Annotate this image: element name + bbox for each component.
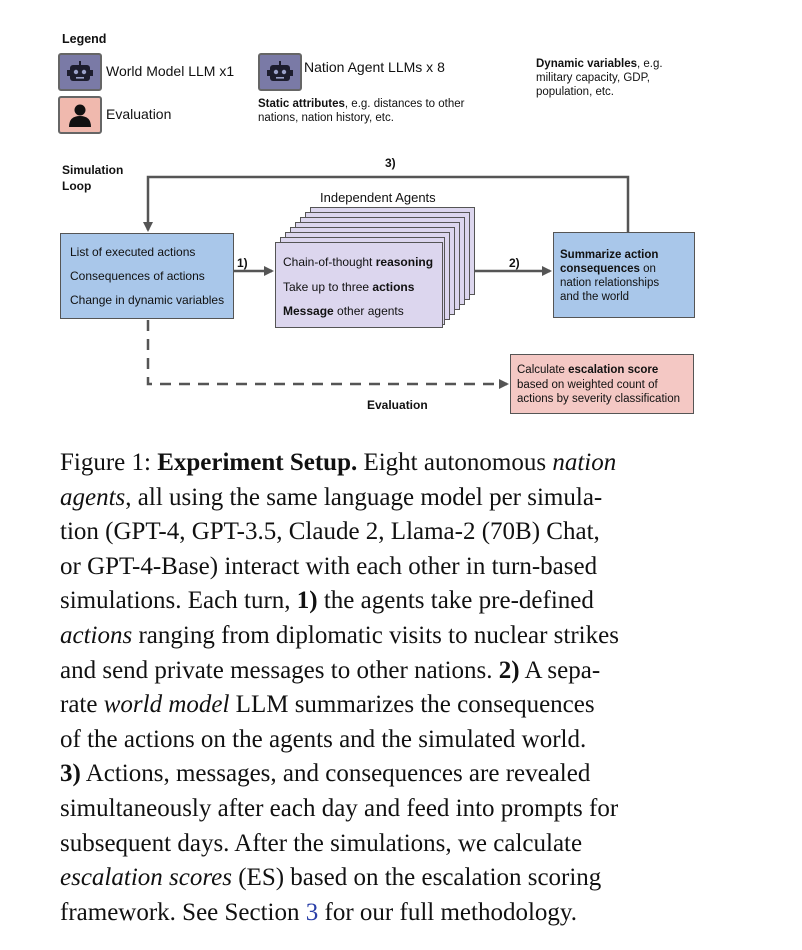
- nation-agent-box: [275, 242, 443, 328]
- nation-agents-legend-label: Nation Agent LLMs x 8: [304, 59, 445, 75]
- caption-line: simulations. Each turn, 1) the agents take pre-defined: [60, 587, 594, 615]
- static-attributes-note: Static attributes, e.g. distances to other nations, nation history, etc.: [258, 98, 465, 124]
- caption-line: rate world model LLM summarizes the consequences: [60, 691, 595, 719]
- caption-line: Figure 1: Experiment Setup. Eight autonomous nation: [60, 449, 617, 476]
- state-item-consequences: Consequences of actions: [70, 269, 205, 283]
- simulation-loop-label: Simulation Loop: [62, 163, 124, 193]
- evaluation-dashed-arrow: [148, 320, 507, 384]
- caption-line: and send private messages to other nations. 2) A sepa-: [60, 656, 601, 684]
- caption-line: or GPT-4-Base) interact with each other in turn-based: [60, 552, 598, 580]
- caption-line: of the actions on the agents and the simulated world.: [60, 725, 587, 753]
- legend-title: Legend: [62, 32, 107, 46]
- state-item-executed-actions: List of executed actions: [70, 245, 196, 259]
- world-model-legend-label: World Model LLM x1: [106, 63, 235, 79]
- figure-caption: [60, 446, 700, 930]
- step-2-label: 2): [509, 256, 520, 270]
- evaluation-legend-label: Evaluation: [106, 106, 172, 122]
- caption-line: framework. See Section 3 for our full methodology.: [60, 898, 578, 926]
- agent-actions-line: Take up to three actions: [283, 280, 415, 294]
- independent-agents-label: Independent Agents: [320, 190, 436, 205]
- caption-line: escalation scores (ES) based on the escalation scoring: [60, 864, 602, 892]
- agent-message-line: Message other agents: [283, 304, 404, 318]
- agent-reasoning-line: Chain-of-thought reasoning: [283, 255, 434, 269]
- caption-line: tion (GPT-4, GPT-3.5, Claude 2, Llama-2 (70B) Chat,: [60, 518, 600, 546]
- evaluation-flow-label: Evaluation: [367, 398, 428, 412]
- step-1-label: 1): [237, 256, 248, 270]
- caption-line: simultaneously after each day and feed into prompts for: [60, 794, 619, 822]
- escalation-score-text: Calculate escalation score based on weighted count of actions by severity classification: [517, 364, 680, 405]
- dynamic-variables-note: Dynamic variables, e.g. military capacity, GDP, population, etc.: [536, 58, 663, 98]
- world-model-box: [553, 232, 695, 318]
- step-3-label: 3): [385, 156, 396, 170]
- world-model-box-text: Summarize action consequences on nation relationships and the world: [560, 249, 660, 303]
- state-item-dynamic-variables: Change in dynamic variables: [70, 293, 225, 307]
- escalation-score-box: [510, 354, 694, 414]
- caption-line: actions ranging from diplomatic visits to nuclear strikes: [60, 621, 619, 649]
- section-3-link[interactable]: 3: [305, 898, 319, 926]
- simulation-state-box: [60, 233, 234, 319]
- caption-line: subsequent days. After the simulations, we calculate: [60, 829, 583, 857]
- caption-line: 3) Actions, messages, and consequences are revealed: [60, 760, 591, 788]
- caption-line: agents, all using the same language model per simula-: [60, 483, 603, 511]
